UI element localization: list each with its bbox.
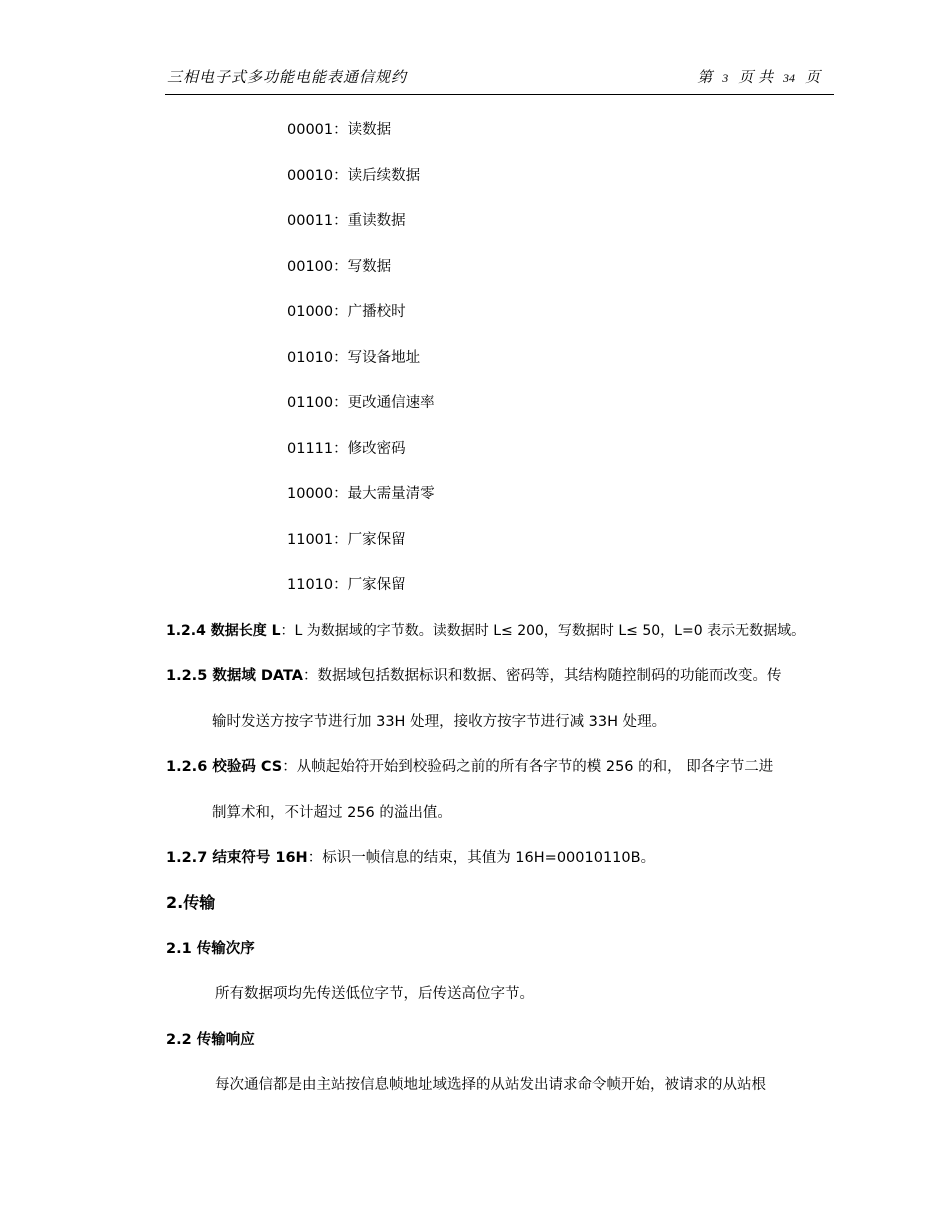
section-1-2-6 (166, 757, 773, 777)
page-prefix: 第 (697, 68, 713, 86)
code-value: 01111 (287, 441, 334, 457)
section-1-2-7 (166, 848, 655, 868)
control-code-item (287, 302, 406, 322)
control-code-item (287, 211, 406, 231)
code-separator: ： (333, 486, 348, 502)
section-text: ：标识一帧信息的结束，其值为 16H=00010110B。 (307, 850, 656, 866)
code-label: 写设备地址 (347, 350, 421, 366)
code-label: 厂家保留 (347, 532, 406, 548)
code-label: 读后续数据 (347, 168, 421, 184)
code-separator: ： (333, 213, 348, 229)
section-text: ：L 为数据域的字节数。读数据时 L≤ 200，写数据时 L≤ 50，L=0 表示无数据域。 (280, 623, 806, 639)
code-label: 更改通信速率 (347, 395, 435, 411)
control-code-item (287, 348, 420, 368)
code-value: 00011 (287, 213, 334, 229)
page-middle: 页 共 (738, 68, 773, 86)
section-2-1-text: 所有数据项均先传送低位字节，后传送高位字节。 (215, 986, 534, 1002)
control-code-item (287, 575, 406, 595)
section-2-1-heading: 2.1 传输次序 (166, 941, 255, 957)
control-code-item (287, 484, 435, 504)
code-value: 01100 (287, 395, 334, 411)
code-separator: ： (333, 304, 348, 320)
control-code-item (287, 166, 420, 186)
section-1-2-4 (166, 621, 805, 641)
code-value: 01010 (287, 350, 334, 366)
control-code-item (287, 393, 435, 413)
section-2-heading: 2.传输 (166, 893, 216, 912)
section-text: ：从帧起始符开始到校验码之前的所有各字节的模 256 的和， 即各字节二进 (282, 759, 774, 775)
code-label: 写数据 (347, 259, 392, 275)
code-separator: ： (333, 395, 348, 411)
code-label: 读数据 (347, 122, 392, 138)
section-1-2-5-continuation: 输时发送方按字节进行加 33H 处理，接收方按字节进行减 33H 处理。 (212, 714, 667, 730)
code-value: 00100 (287, 259, 334, 275)
section-2-2-text: 每次通信都是由主站按信息帧地址域选择的从站发出请求命令帧开始，被请求的从站根 (215, 1077, 766, 1093)
section-1-2-6-continuation: 制算术和，不计超过 256 的溢出值。 (212, 805, 452, 821)
page-indicator (697, 66, 820, 87)
page-header (165, 66, 834, 95)
code-separator: ： (333, 122, 348, 138)
section-1-2-5 (166, 666, 782, 686)
document-title: 三相电子式多功能电能表通信规约 (167, 68, 408, 86)
control-code-item (287, 530, 406, 550)
code-separator: ： (333, 441, 348, 457)
code-separator: ： (333, 532, 348, 548)
section-heading: 1.2.6 校验码 CS (166, 759, 283, 775)
page-suffix: 页 (804, 68, 820, 86)
code-separator: ： (333, 350, 348, 366)
page-total: 34 (782, 71, 795, 85)
code-label: 重读数据 (347, 213, 406, 229)
code-separator: ： (333, 259, 348, 275)
control-code-item (287, 120, 391, 140)
code-value: 00001 (287, 122, 334, 138)
code-value: 00010 (287, 168, 334, 184)
section-heading: 1.2.4 数据长度 L (166, 623, 281, 639)
code-separator: ： (333, 168, 348, 184)
page-number: 3 (722, 71, 729, 85)
code-value: 01000 (287, 304, 334, 320)
code-separator: ： (333, 577, 348, 593)
code-label: 厂家保留 (347, 577, 406, 593)
section-heading: 1.2.5 数据域 DATA (166, 668, 303, 684)
code-value: 11010 (287, 577, 334, 593)
section-heading: 1.2.7 结束符号 16H (166, 850, 308, 866)
code-label: 广播校时 (347, 304, 406, 320)
code-label: 修改密码 (347, 441, 406, 457)
control-code-item (287, 439, 406, 459)
code-value: 10000 (287, 486, 334, 502)
code-label: 最大需量清零 (347, 486, 435, 502)
code-value: 11001 (287, 532, 334, 548)
section-text: ：数据域包括数据标识和数据、密码等，其结构随控制码的功能而改变。传 (303, 668, 782, 684)
control-code-item (287, 257, 391, 277)
section-2-2-heading: 2.2 传输响应 (166, 1032, 255, 1048)
